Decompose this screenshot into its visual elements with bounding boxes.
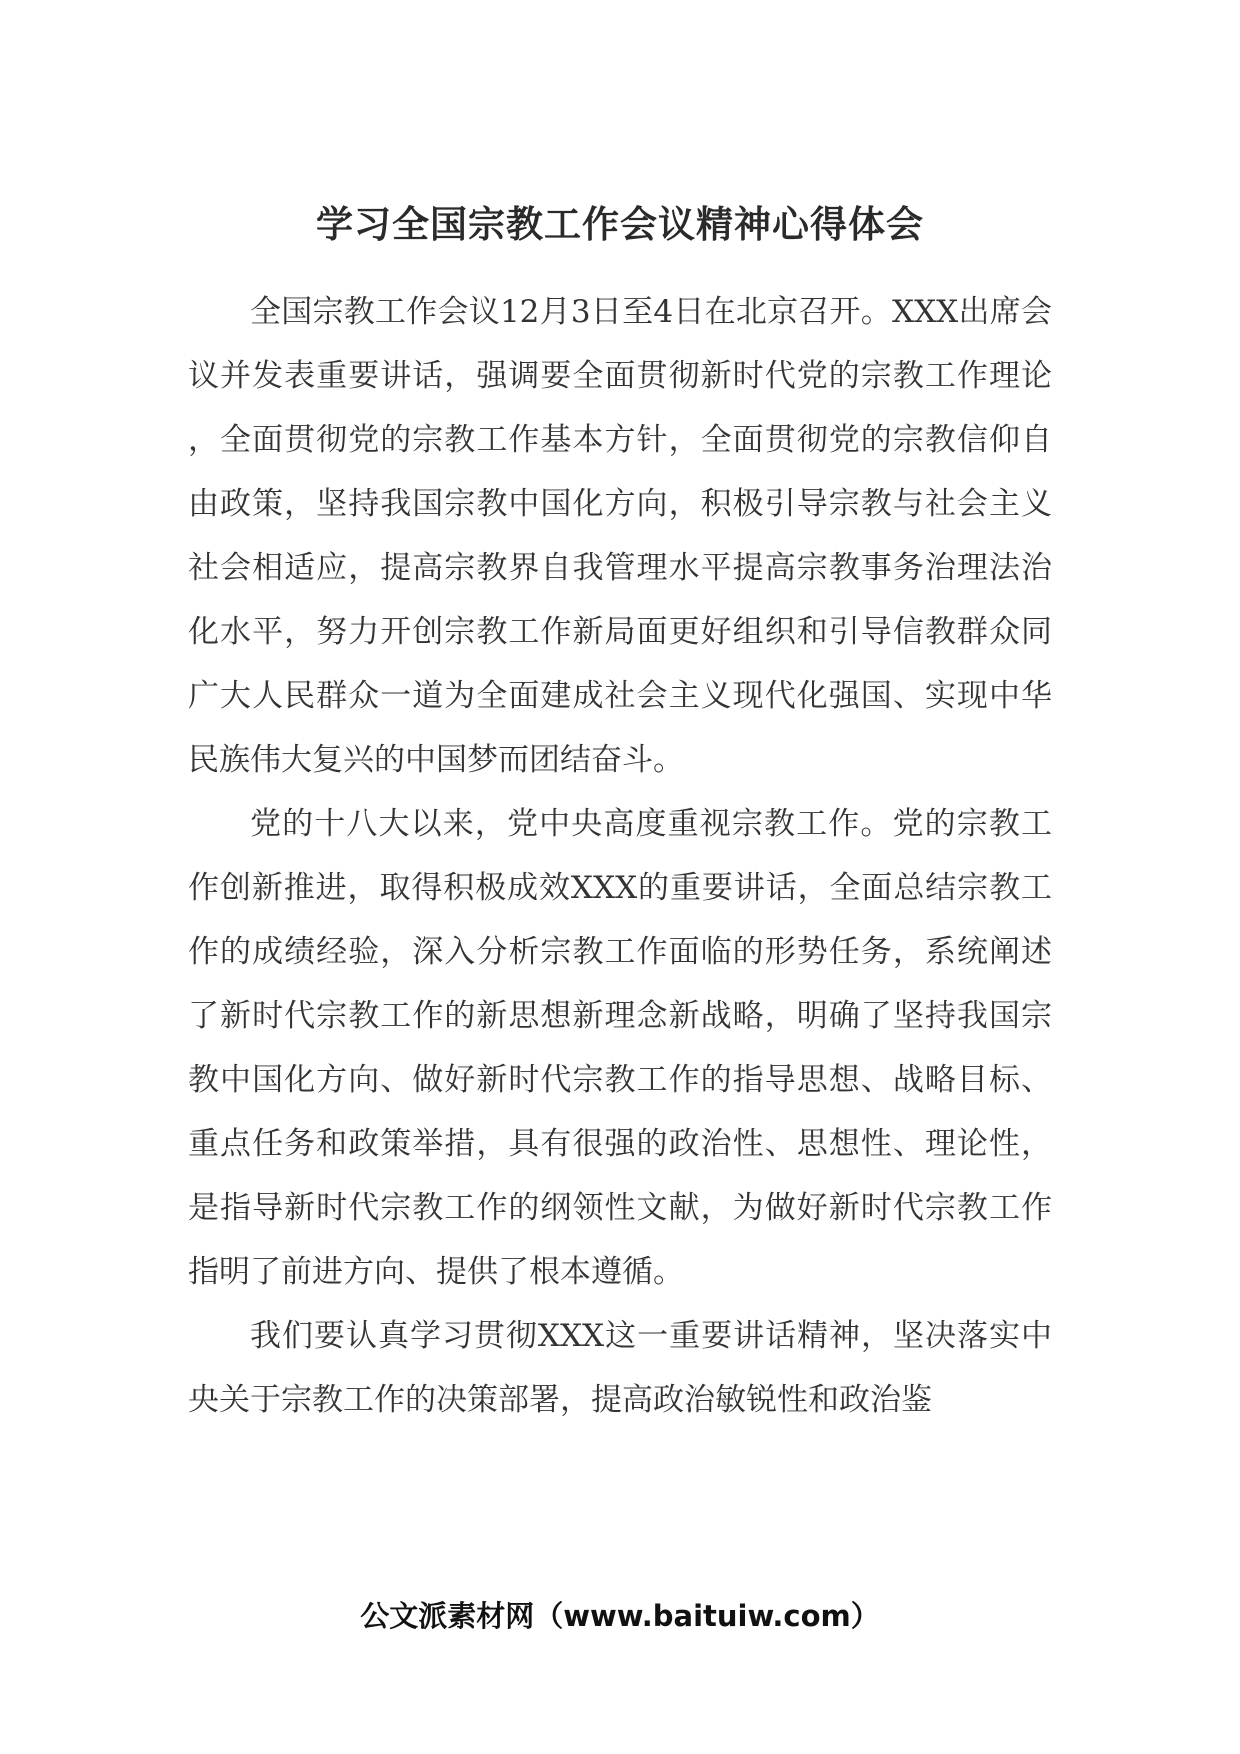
document-body bbox=[188, 280, 1052, 1432]
paragraph-2: 党的十八大以来，党中央高度重视宗教工作。党的宗教工作创新推进，取得积极成效XXX的重要讲话，全面总结宗教工作的成绩经验，深入分析宗教工作面临的形势任务，系统阐述了新时代宗教工作的新思想新理念新战略，明确了坚持我国宗教中国化方向、做好新时代宗教工作的指导思想、战略目标、重点任务和政策举措，具有很强的政治性、思想性、理论性，是指导新时代宗教工作的纲领性文献，为做好新时代宗教工作指明了前进方向、提供了根本遵循。 bbox=[188, 806, 1052, 1290]
document-title: 学习全国宗教工作会议精神心得体会 bbox=[316, 203, 924, 246]
paragraph-1: 全国宗教工作会议12月3日至4日在北京召开。XXX出席会议并发表重要讲话，强调要全面贯彻新时代党的宗教工作理论，全面贯彻党的宗教工作基本方针，全面贯彻党的宗教信仰自由政策，坚持我国宗教中国化方向，积极引导宗教与社会主义社会相适应，提高宗教界自我管理水平提高宗教事务治理法治化水平，努力开创宗教工作新局面更好组织和引导信教群众同广大人民群众一道为全面建成社会主义现代化强国、实现中华民族伟大复兴的中国梦而团结奋斗。 bbox=[188, 294, 1052, 778]
paragraph-3: 我们要认真学习贯彻XXX这一重要讲话精神，坚决落实中央关于宗教工作的决策部署，提高政治敏锐性和政治鉴 bbox=[188, 1318, 1052, 1418]
footer-source: 公文派素材网（www.baituiw.com） bbox=[360, 1599, 880, 1633]
